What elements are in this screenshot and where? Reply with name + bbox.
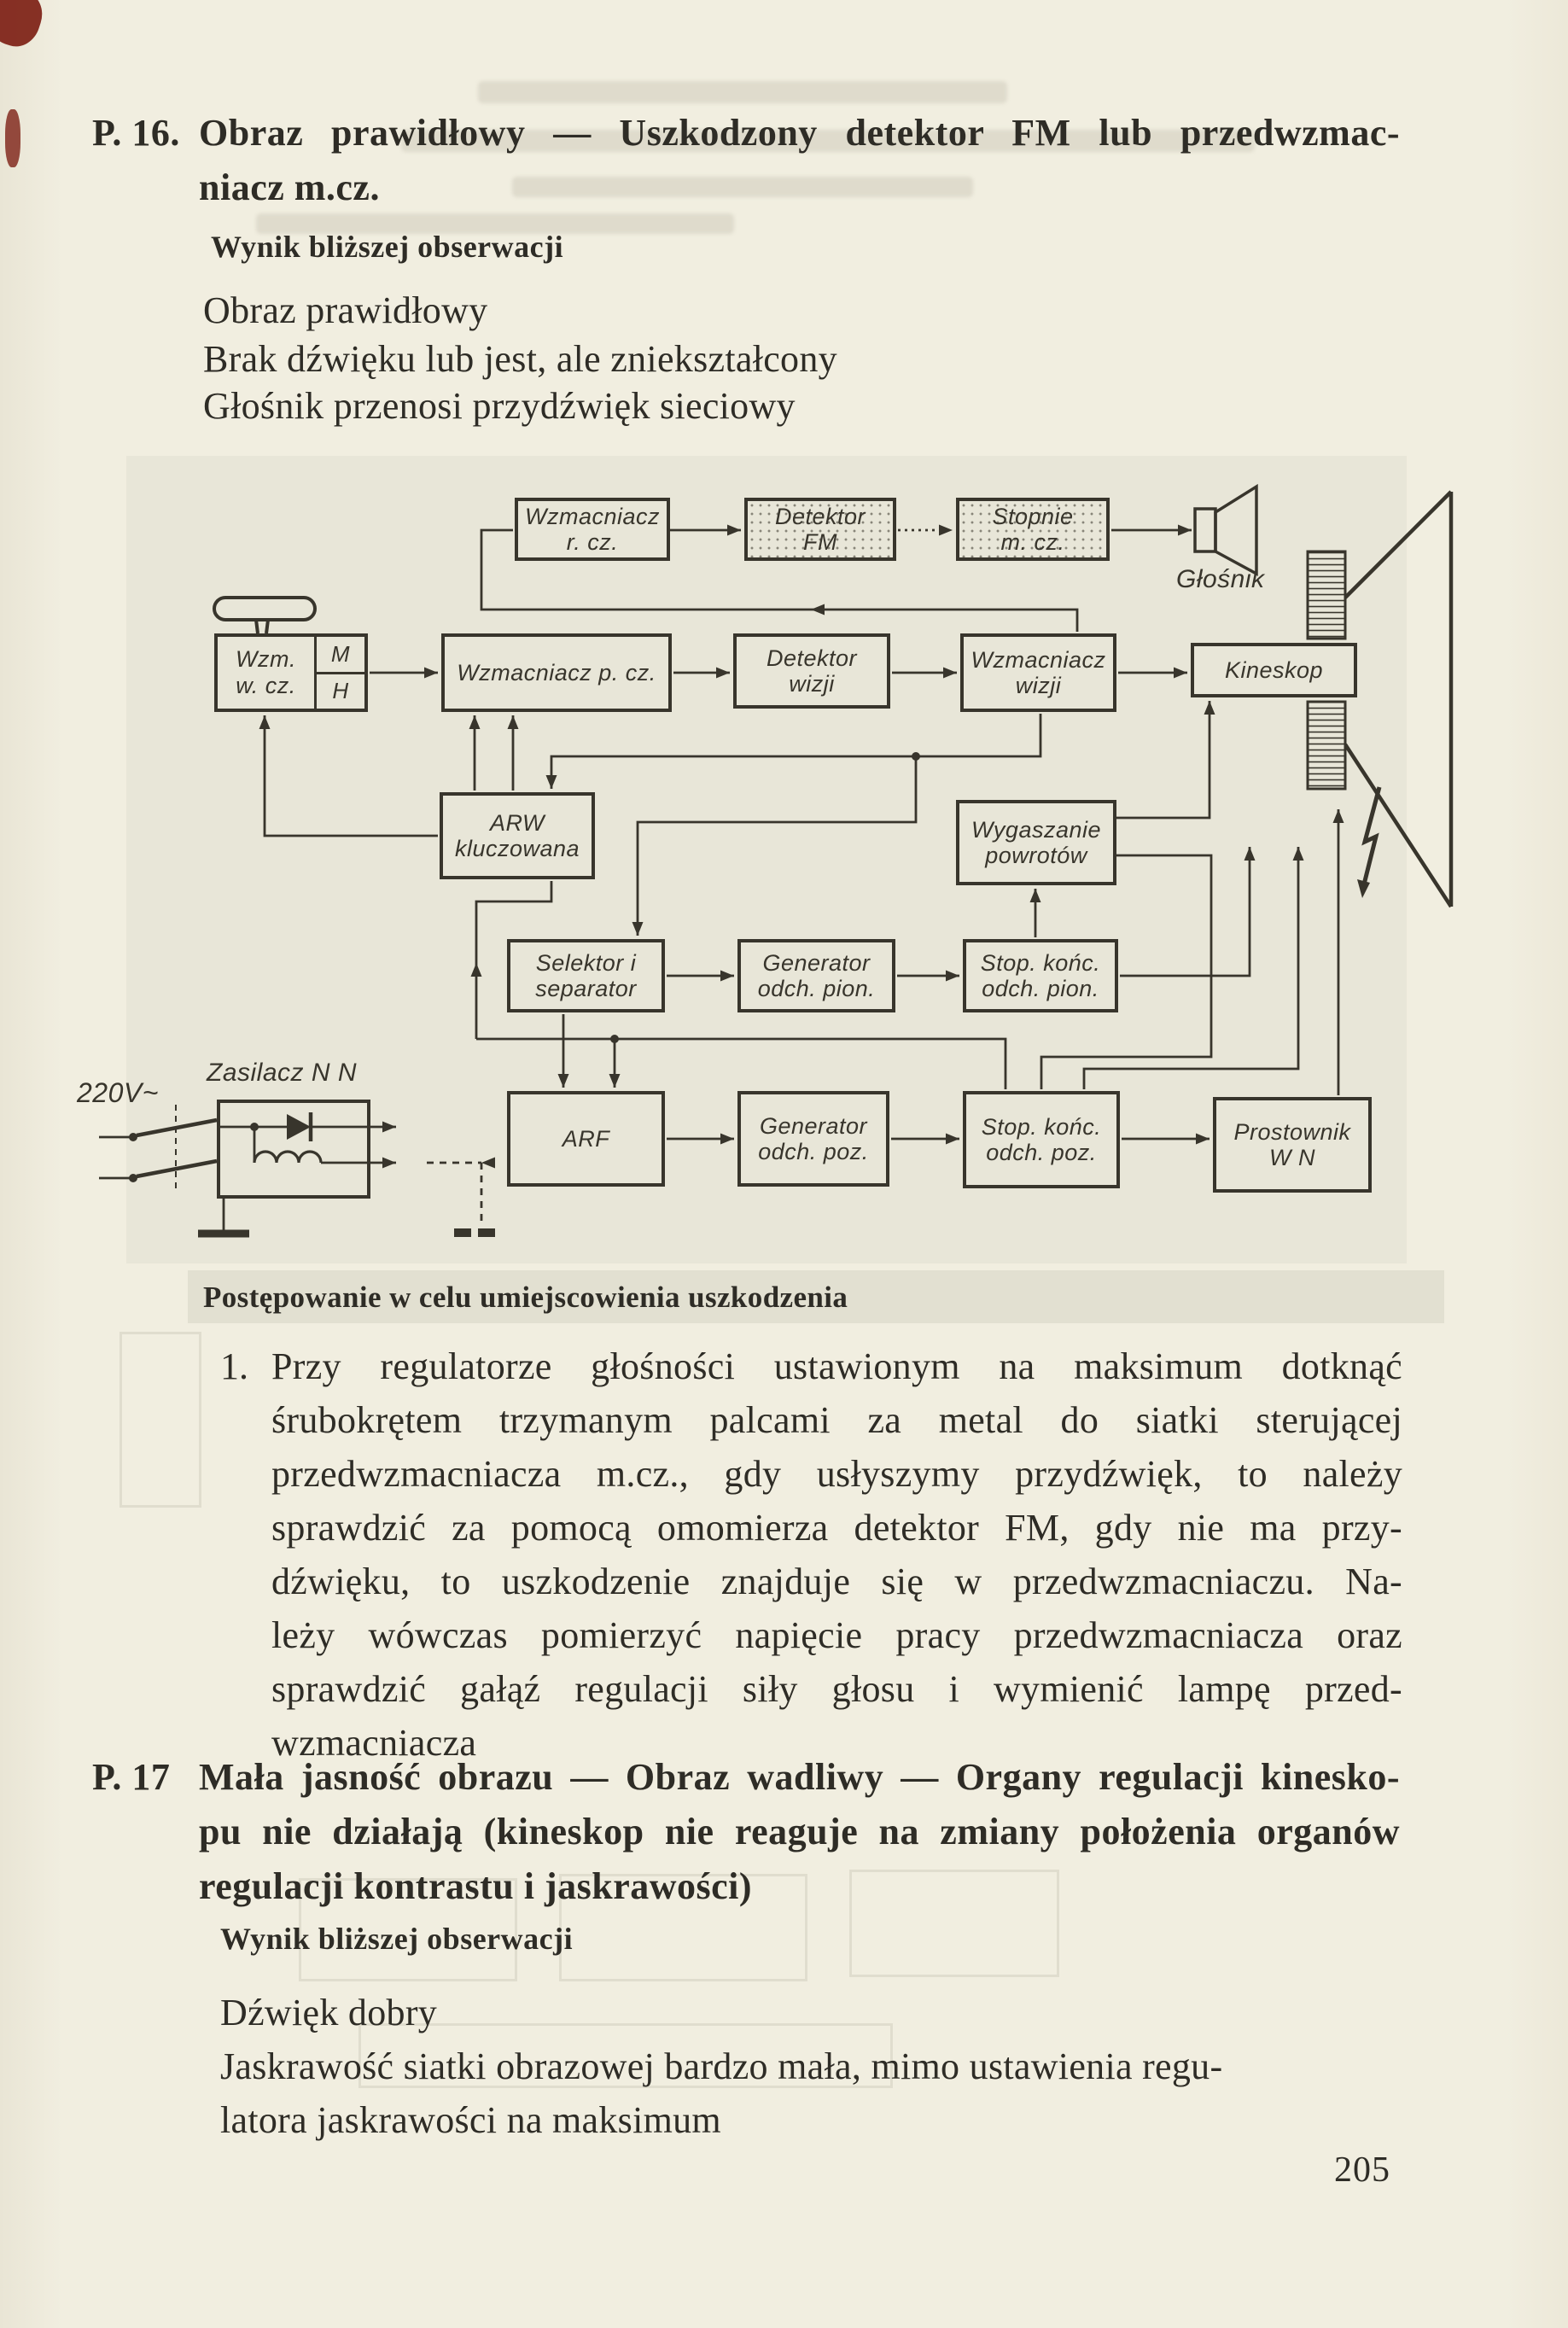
section-p17-title-line2: pu nie działają (kineskop nie reaguje na zmiany położenia organów — [199, 1811, 1400, 1852]
section-p17-title-line3: regulacji kontrastu i jaskrawości) — [199, 1865, 753, 1907]
diagram-block-wygaszanie: Wygaszanie powrotów — [956, 800, 1116, 885]
mains-voltage-label: 220V~ — [77, 1077, 159, 1108]
procedure-line: sprawdzić gałąź regulacji siły głosu i wymienić lampę przed- — [271, 1668, 1402, 1710]
p17-observation-3: latora jaskrawości na maksimum — [220, 2099, 721, 2141]
crt-kineskop-symbol — [1308, 492, 1451, 907]
diagram-block-stopnie-mcz: Stopnie m. cz. — [956, 498, 1110, 561]
page-number: 205 — [1334, 2150, 1390, 2190]
section-p17-number: P. 17 — [92, 1756, 171, 1798]
deflection-yoke-lower — [1308, 702, 1345, 789]
section-p16-title-line2: niacz m.cz. — [199, 166, 380, 208]
procedure-line: dźwięku, to uszkodzenie znajduje się w przedwzmacniaczu. Na- — [271, 1561, 1402, 1602]
procedure-line: Przy regulatorze głośności ustawionym na maksimum dotknąć — [271, 1345, 1402, 1387]
diagram-block-wzmacniacz-wizji: Wzmacniacz wizji — [960, 633, 1116, 712]
section-p16-title-line1: Obraz prawidłowy — Uszkodzony detektor FM lub przedwzmac- — [199, 112, 1400, 154]
deflection-yoke-upper — [1308, 551, 1345, 639]
diagram-block-arw: ARW kluczowana — [440, 792, 595, 879]
p16-subheading: Wynik bliższej obserwacji — [211, 230, 564, 264]
procedure-line: leży wówczas pomierzyć napięcie pracy przedwzmacniacza oraz — [271, 1614, 1402, 1656]
diagram-block-arf: ARF — [507, 1091, 665, 1187]
power-supply-label: Zasilacz N N — [207, 1059, 358, 1087]
diagram-block-generator-pion: Generator odch. pion. — [737, 939, 895, 1012]
diagram-block-detektor-fm: Detektor FM — [744, 498, 896, 561]
procedure-line: wzmacniacza — [271, 1722, 477, 1764]
procedure-item-number: 1. — [220, 1345, 248, 1387]
procedure-line: śrubokrętem trzymanym palcami za metal do siatki sterującej — [271, 1399, 1402, 1441]
diagram-block-selektor: Selektor i separator — [507, 939, 665, 1012]
p16-observation-3: Głośnik przenosi przydźwięk sieciowy — [203, 385, 796, 427]
procedure-line: przedwzmacniacza m.cz., gdy usłyszymy przydźwięk, to należy — [271, 1453, 1402, 1495]
p16-observation-2: Brak dźwięku lub jest, ale zniekształcony — [203, 338, 837, 380]
diagram-block-stopien-pion: Stop. końc. odch. pion. — [963, 939, 1118, 1012]
section-p17-title-line1: Mała jasność obrazu — Obraz wadliwy — Organy regulacji kinesko- — [199, 1756, 1400, 1798]
diagram-block-zasilacz — [217, 1100, 370, 1199]
lightning-icon — [1357, 787, 1379, 898]
section-p16-number: P. 16. — [92, 112, 180, 154]
diagram-block-kineskop: Kineskop — [1191, 643, 1357, 697]
tuner-band-m: M — [330, 640, 351, 667]
p17-observation-2: Jaskrawość siatki obrazowej bardzo mała, mimo ustawienia regu- — [220, 2045, 1223, 2087]
scan-stain — [5, 109, 20, 167]
diagram-block-prostownik: Prostownik W N — [1213, 1097, 1372, 1193]
procedure-heading: Postępowanie w celu umiejscowienia uszkodzenia — [203, 1281, 848, 1314]
p17-subheading: Wynik bliższej obserwacji — [220, 1922, 574, 1956]
procedure-line: sprawdzić za pomocą omomierza detektor FM, gdy nie ma przy- — [271, 1507, 1402, 1549]
tuner-band-h: H — [317, 672, 364, 709]
p17-observation-1: Dźwięk dobry — [220, 1992, 438, 2033]
diagram-block-stopien-poz: Stop. końc. odch. poz. — [963, 1091, 1120, 1188]
diagram-block-tuner: Wzm. w. cz. M H — [214, 633, 368, 712]
diagram-block-generator-poz: Generator odch. poz. — [737, 1091, 889, 1187]
antenna-icon — [214, 598, 315, 633]
diagram-block-wzmacniacz-rcz: Wzmacniacz r. cz. — [515, 498, 670, 561]
speaker-icon — [1195, 487, 1256, 574]
speaker-label: Głośnik — [1176, 565, 1265, 593]
diagram-block-detektor-wizji: Detektor wizji — [733, 633, 890, 709]
diagram-block-wzmacniacz-pcz: Wzmacniacz p. cz. — [441, 633, 672, 712]
p16-observation-1: Obraz prawidłowy — [203, 289, 488, 331]
